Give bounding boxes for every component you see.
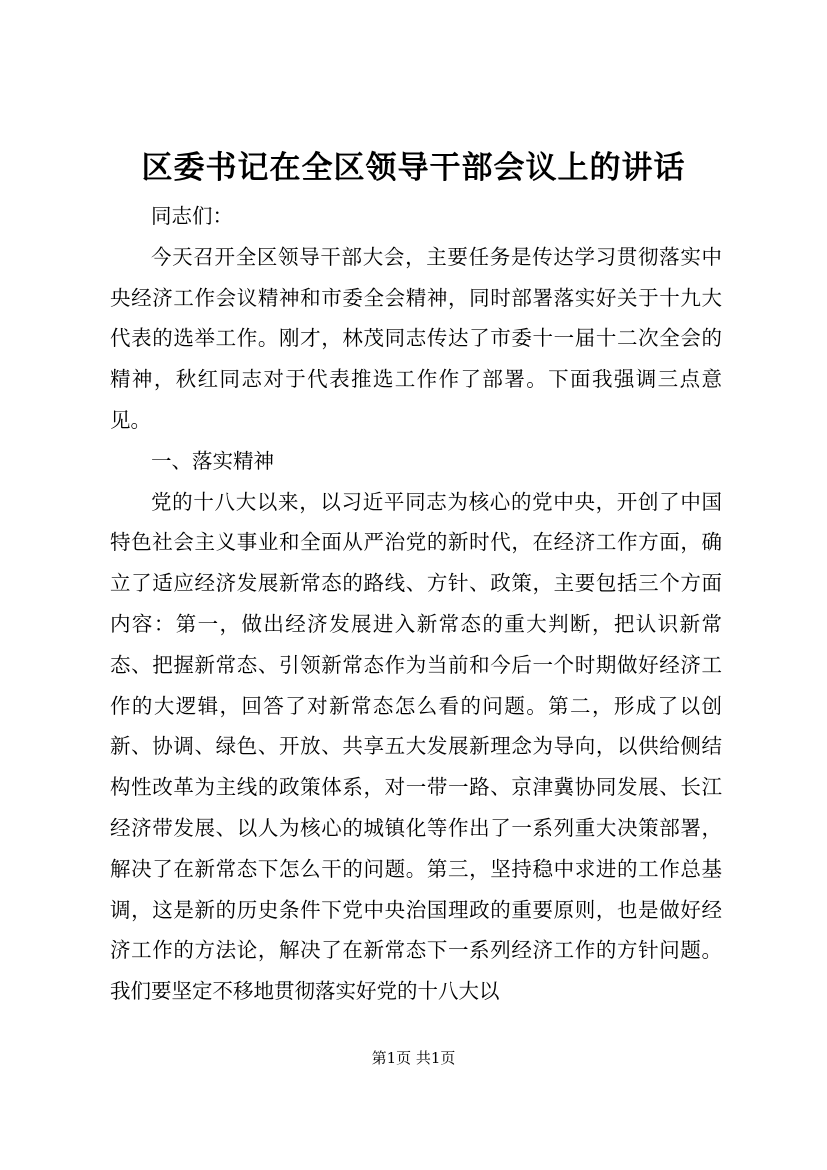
section-heading: 一、落实精神 [151,448,274,473]
salutation: 同志们： [151,204,233,228]
document-body [110,196,722,1012]
page-footer: 第1页 共1页 [371,1049,456,1067]
document-title: 区委书记在全区领导干部会议上的讲话 [141,150,686,186]
paragraph-section-one: 党的十八大以来，以习近平同志为核心的党中央，开创了中国特色社会主义事业和全面从严治党的新时代，在经济工作方面，确立了适应经济发展新常态的路线、方针、政策，主要包括三个方面内容：第一，做出经济发展进入新常态的重大判断，把认识新常态、把握新常态、引领新常态作为当前和今后一个时期做好经济工作的大逻辑，回答了对新常态怎么看的问题。第二，形成了以创新、协调、绿色、开放、共享五大发展新理念为导向，以供给侧结构性改革为主线的政策体系，对一带一路、京津冀协同发展、长江经济带发展、以人为核心的城镇化等作出了一系列重大决策部署，解决了在新常态下怎么干的问题。第三，坚持稳中求进的工作总基调，这是新的历史条件下党中央治国理政的重要原则，也是做好经济工作的方法论，解决了在新常态下一系列经济工作的方针问题。我们要坚定不移地贯彻落实好党的十八大以 [110,489,722,1004]
paragraph-intro: 今天召开全区领导干部大会，主要任务是传达学习贯彻落实中央经济工作会议精神和市委全会精神，同时部署落实好关于十九大代表的选举工作。刚才，林茂同志传达了市委十一届十二次全会的精神，秋红同志对于代表推选工作作了部署。下面我强调三点意见。 [110,244,722,432]
